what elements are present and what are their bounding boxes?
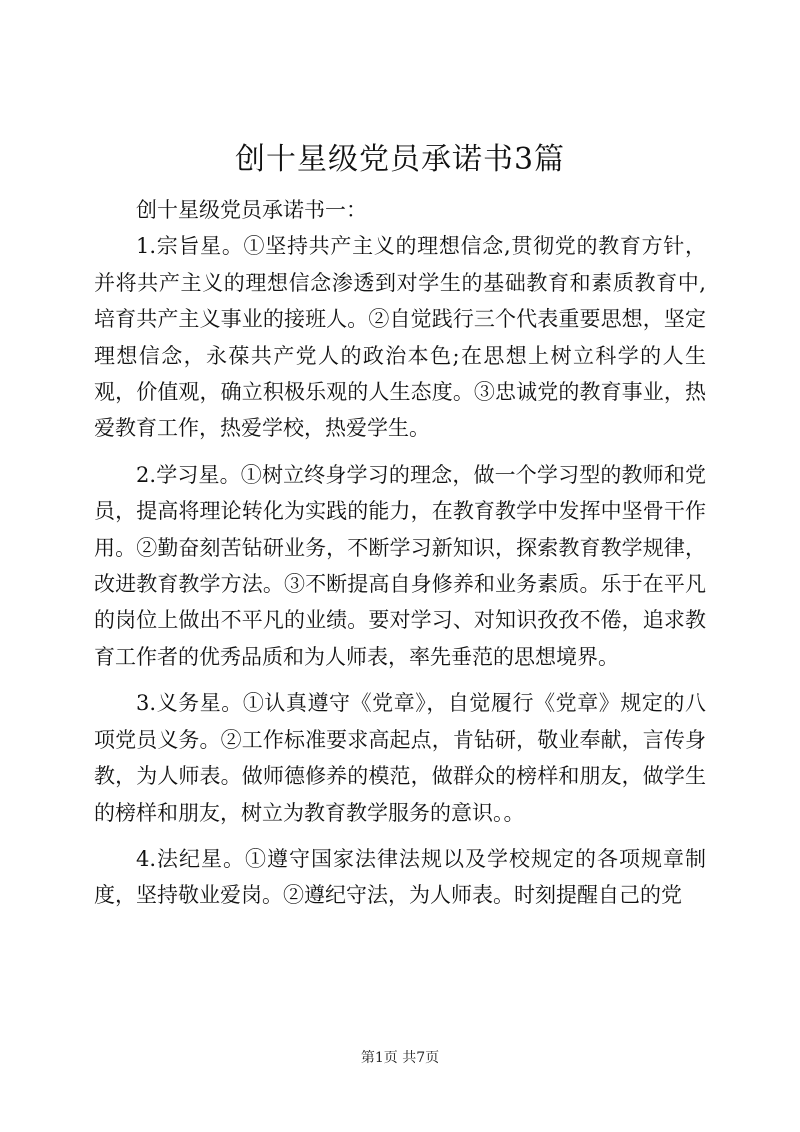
paragraph-subtitle: 创十星级党员承诺书一： — [136, 198, 367, 222]
document-body — [94, 192, 706, 914]
paragraph-purpose-star: 1.宗旨星。①坚持共产主义的理想信念,贯彻党的教育方针，并将共产主义的理想信念渗透到对学生的基础教育和素质教育中,培育共产主义事业的接班人。②自觉践行三个代表重要思想，坚定理想信念，永葆共产党人的政治本色;在思想上树立科学的人生观，价值观，确立积极乐观的人生态度。③忠诚党的教育事业，热爱教育工作，热爱学校，热爱学生。 — [94, 234, 706, 441]
document-title: 创十星级党员承诺书3篇 — [234, 142, 566, 177]
page-number-footer: 第1页 共7页 — [360, 1050, 440, 1066]
paragraph-law-star: 4.法纪星。①遵守国家法律法规以及学校规定的各项规章制度，坚持敬业爱岗。②遵纪守法，为人师表。时刻提醒自己的党 — [94, 846, 706, 908]
paragraph-duty-star: 3.义务星。①认真遵守《党章》，自觉履行《党章》规定的八项党员义务。②工作标准要求高起点，肯钻研，敬业奉献，言传身教，为人师表。做师德修养的模范，做群众的榜样和朋友，做学生的榜样和朋友，树立为教育教学服务的意识。。 — [94, 691, 706, 825]
paragraph-study-star: 2.学习星。①树立终身学习的理念，做一个学习型的教师和党员，提高将理论转化为实践的能力，在教育教学中发挥中坚骨干作用。②勤奋刻苦钻研业务，不断学习新知识，探索教育教学规律，改进教育教学方法。③不断提高自身修养和业务素质。乐于在平凡的岗位上做出不平凡的业绩。要对学习、对知识孜孜不倦，追求教育工作者的优秀品质和为人师表，率先垂范的思想境界。 — [94, 462, 706, 669]
